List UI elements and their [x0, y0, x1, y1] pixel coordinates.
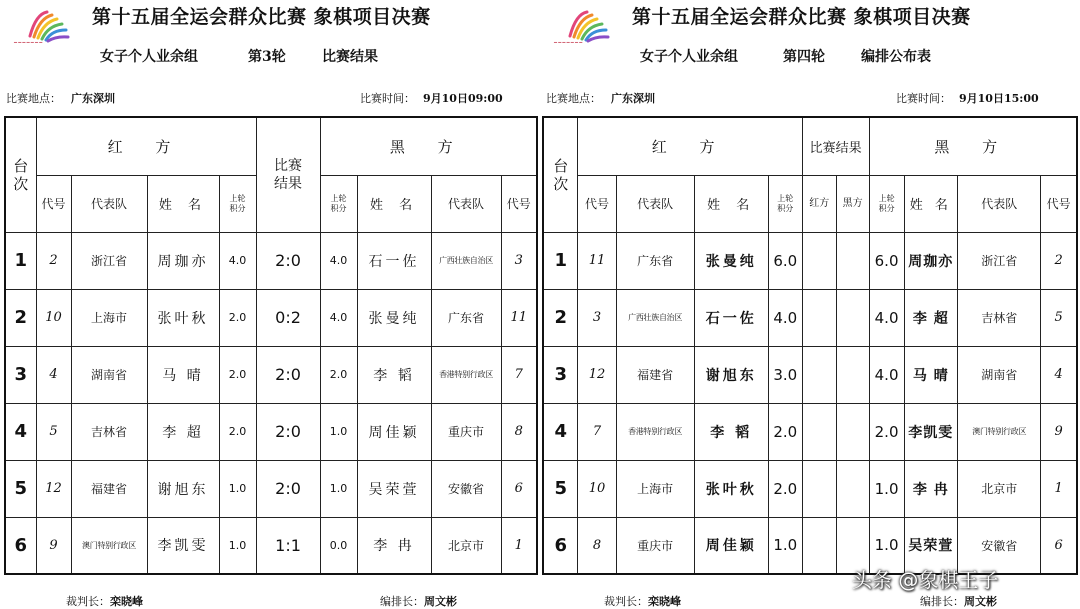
- venue-info: [546, 90, 655, 106]
- header-red-code: 代号: [578, 175, 616, 232]
- red-player: 李凯雯: [147, 517, 219, 574]
- table-row: [5, 289, 537, 346]
- red-code: 7: [578, 403, 616, 460]
- pairing-table: [542, 116, 1078, 575]
- red-team: 吉林省: [71, 403, 147, 460]
- arranger-label: 编排长：: [380, 595, 424, 608]
- black-prev-score: 2.0: [320, 346, 357, 403]
- referee-label: 裁判长：: [66, 595, 110, 608]
- result-red-cell: [802, 517, 836, 574]
- doc-type-label: 比赛结果: [322, 49, 378, 65]
- arranger-name: 周文彬: [964, 595, 997, 608]
- red-team: 香港特别行政区: [616, 403, 694, 460]
- header-red: 红 方: [36, 117, 256, 175]
- referee-info: [604, 593, 681, 609]
- result-black-cell: [836, 232, 869, 289]
- arranger-label: 编排长：: [920, 595, 964, 608]
- black-player: 李 冉: [904, 460, 957, 517]
- black-team: 香港特别行政区: [431, 346, 501, 403]
- venue-label: 比赛地点：: [6, 92, 61, 105]
- match-result: 2:0: [256, 460, 320, 517]
- header-red: 红 方: [578, 117, 802, 175]
- board-number: 5: [5, 460, 36, 517]
- black-code: 3: [501, 232, 537, 289]
- group-label: 女子个人业余组: [640, 49, 738, 65]
- time-info: [896, 90, 1039, 106]
- referee-name: 栾晓峰: [648, 595, 681, 608]
- header-red-name: 姓 名: [147, 175, 219, 232]
- board-number: 1: [543, 232, 578, 289]
- red-code: 4: [36, 346, 71, 403]
- red-team: 福建省: [616, 346, 694, 403]
- black-team: 浙江省: [958, 232, 1041, 289]
- table-row: [543, 289, 1077, 346]
- black-player: 李 超: [904, 289, 957, 346]
- board-number: 3: [543, 346, 578, 403]
- black-team: 重庆市: [431, 403, 501, 460]
- red-team: 重庆市: [616, 517, 694, 574]
- header-black-code: 代号: [501, 175, 537, 232]
- black-code: 4: [1041, 346, 1077, 403]
- header-board: 台次: [5, 117, 36, 232]
- red-code: 9: [36, 517, 71, 574]
- arranger-name: 周文彬: [424, 595, 457, 608]
- red-prev-score: 2.0: [219, 346, 256, 403]
- red-player: 张曼纯: [694, 232, 768, 289]
- table-row: [543, 460, 1077, 517]
- black-team: 北京市: [431, 517, 501, 574]
- red-player: 张叶秋: [694, 460, 768, 517]
- board-number: 2: [5, 289, 36, 346]
- match-result: 2:0: [256, 346, 320, 403]
- black-team: 安徽省: [431, 460, 501, 517]
- black-team: 吉林省: [958, 289, 1041, 346]
- red-team: 上海市: [71, 289, 147, 346]
- board-number: 6: [543, 517, 578, 574]
- red-code: 2: [36, 232, 71, 289]
- header-black-name: 姓 名: [357, 175, 431, 232]
- time-label: 比赛时间：: [896, 92, 951, 105]
- header-black-team: 代表队: [958, 175, 1041, 232]
- red-player: 谢旭东: [694, 346, 768, 403]
- black-player: 马 晴: [904, 346, 957, 403]
- header-black-code: 代号: [1041, 175, 1077, 232]
- referee-info: [66, 593, 143, 609]
- red-code: 10: [36, 289, 71, 346]
- black-code: 5: [1041, 289, 1077, 346]
- red-code: 11: [578, 232, 616, 289]
- black-prev-score: 1.0: [320, 403, 357, 460]
- header-black-prev: 上轮积分: [869, 175, 904, 232]
- venue-label: 比赛地点：: [546, 92, 601, 105]
- black-prev-score: 0.0: [320, 517, 357, 574]
- match-result: 2:0: [256, 403, 320, 460]
- venue-info: [6, 90, 115, 106]
- header-result: 比赛结果: [256, 117, 320, 232]
- red-player: 石一佐: [694, 289, 768, 346]
- red-prev-score: 1.0: [219, 517, 256, 574]
- red-prev-score: 2.0: [768, 460, 802, 517]
- black-player: 李 韬: [357, 346, 431, 403]
- black-team: 安徽省: [958, 517, 1041, 574]
- board-number: 2: [543, 289, 578, 346]
- result-black-cell: [836, 346, 869, 403]
- black-player: 吴荣萱: [904, 517, 957, 574]
- black-prev-score: 2.0: [869, 403, 904, 460]
- red-player: 马 晴: [147, 346, 219, 403]
- results-table: [4, 116, 538, 575]
- arranger-info: [920, 593, 997, 609]
- header-result-red: 红方: [802, 175, 836, 232]
- red-code: 12: [578, 346, 616, 403]
- header-red-team: 代表队: [616, 175, 694, 232]
- black-code: 1: [1041, 460, 1077, 517]
- time-info: [360, 90, 503, 106]
- match-result: 2:0: [256, 232, 320, 289]
- black-prev-score: 6.0: [869, 232, 904, 289]
- red-prev-score: 3.0: [768, 346, 802, 403]
- result-black-cell: [836, 403, 869, 460]
- watermark-text: 头条 @象棋王子: [852, 568, 999, 592]
- match-result: 0:2: [256, 289, 320, 346]
- red-team: 上海市: [616, 460, 694, 517]
- red-player: 李 韬: [694, 403, 768, 460]
- time-value: 9月10日15:00: [959, 92, 1039, 105]
- black-team: 广西壮族自治区: [431, 232, 501, 289]
- black-player: 周珈亦: [904, 232, 957, 289]
- group-label: 女子个人业余组: [100, 49, 198, 65]
- header-result-black: 黑方: [836, 175, 869, 232]
- header-black: 黑 方: [320, 117, 537, 175]
- black-prev-score: 4.0: [320, 232, 357, 289]
- red-prev-score: 6.0: [768, 232, 802, 289]
- board-number: 4: [543, 403, 578, 460]
- red-player: 谢旭东: [147, 460, 219, 517]
- match-result: 1:1: [256, 517, 320, 574]
- table-row: [543, 403, 1077, 460]
- black-prev-score: 1.0: [320, 460, 357, 517]
- result-black-cell: [836, 289, 869, 346]
- black-code: 1: [501, 517, 537, 574]
- board-number: 4: [5, 403, 36, 460]
- black-team: 澳门特别行政区: [958, 403, 1041, 460]
- result-red-cell: [802, 289, 836, 346]
- header-red-prev: 上轮积分: [768, 175, 802, 232]
- red-prev-score: 4.0: [768, 289, 802, 346]
- black-team: 北京市: [958, 460, 1041, 517]
- table-row: [5, 403, 537, 460]
- venue-value: 广东深圳: [611, 92, 655, 105]
- table-row: [5, 346, 537, 403]
- result-red-cell: [802, 232, 836, 289]
- result-red-cell: [802, 346, 836, 403]
- referee-label: 裁判长：: [604, 595, 648, 608]
- black-player: 李凯雯: [904, 403, 957, 460]
- header-red-code: 代号: [36, 175, 71, 232]
- result-red-cell: [802, 403, 836, 460]
- page-title: 第十五届全运会群众比赛 象棋项目决赛: [632, 6, 971, 28]
- black-team: 广东省: [431, 289, 501, 346]
- logo-caption: ━ ━ ━ ━ ━ ━ ━: [14, 40, 43, 46]
- header-black: 黑 方: [869, 117, 1077, 175]
- board-number: 6: [5, 517, 36, 574]
- red-team: 澳门特别行政区: [71, 517, 147, 574]
- red-prev-score: 2.0: [219, 403, 256, 460]
- black-player: 张曼纯: [357, 289, 431, 346]
- header-black-name: 姓 名: [904, 175, 957, 232]
- red-player: 张叶秋: [147, 289, 219, 346]
- table-row: [5, 232, 537, 289]
- red-team: 广西壮族自治区: [616, 289, 694, 346]
- red-code: 3: [578, 289, 616, 346]
- black-code: 11: [501, 289, 537, 346]
- logo-caption: ━ ━ ━ ━ ━ ━ ━: [554, 40, 583, 46]
- time-value: 9月10日09:00: [423, 92, 503, 105]
- table-row: [543, 346, 1077, 403]
- red-prev-score: 4.0: [219, 232, 256, 289]
- board-number: 3: [5, 346, 36, 403]
- black-player: 李 冉: [357, 517, 431, 574]
- black-prev-score: 4.0: [320, 289, 357, 346]
- red-code: 12: [36, 460, 71, 517]
- doc-type-label: 编排公布表: [861, 49, 931, 65]
- venue-value: 广东深圳: [71, 92, 115, 105]
- header-red-team: 代表队: [71, 175, 147, 232]
- red-prev-score: 1.0: [768, 517, 802, 574]
- header-black-team: 代表队: [431, 175, 501, 232]
- red-prev-score: 1.0: [219, 460, 256, 517]
- red-code: 5: [36, 403, 71, 460]
- red-player: 周佳颖: [694, 517, 768, 574]
- black-code: 8: [501, 403, 537, 460]
- result-black-cell: [836, 460, 869, 517]
- black-team: 湖南省: [958, 346, 1041, 403]
- red-team: 广东省: [616, 232, 694, 289]
- header-result: 比赛结果: [802, 117, 869, 175]
- black-code: 6: [1041, 517, 1077, 574]
- black-code: 7: [501, 346, 537, 403]
- table-row: [5, 460, 537, 517]
- table-row: [543, 232, 1077, 289]
- round-label: 第四轮: [783, 49, 825, 65]
- header-red-name: 姓 名: [694, 175, 768, 232]
- red-team: 湖南省: [71, 346, 147, 403]
- black-prev-score: 1.0: [869, 460, 904, 517]
- black-player: 周佳颖: [357, 403, 431, 460]
- black-code: 2: [1041, 232, 1077, 289]
- arranger-info: [380, 593, 457, 609]
- red-player: 李 超: [147, 403, 219, 460]
- referee-name: 栾晓峰: [110, 595, 143, 608]
- round-label: 第3轮: [248, 49, 286, 65]
- black-code: 9: [1041, 403, 1077, 460]
- red-code: 8: [578, 517, 616, 574]
- red-prev-score: 2.0: [219, 289, 256, 346]
- red-code: 10: [578, 460, 616, 517]
- red-player: 周珈亦: [147, 232, 219, 289]
- time-label: 比赛时间：: [360, 92, 415, 105]
- black-code: 6: [501, 460, 537, 517]
- black-player: 吴荣萱: [357, 460, 431, 517]
- black-prev-score: 1.0: [869, 517, 904, 574]
- black-player: 石一佐: [357, 232, 431, 289]
- black-prev-score: 4.0: [869, 289, 904, 346]
- red-prev-score: 2.0: [768, 403, 802, 460]
- black-prev-score: 4.0: [869, 346, 904, 403]
- right-pairing-sheet: [540, 0, 1080, 609]
- red-team: 浙江省: [71, 232, 147, 289]
- page-title: 第十五届全运会群众比赛 象棋项目决赛: [92, 6, 431, 28]
- table-row: [5, 517, 537, 574]
- header-black-prev: 上轮积分: [320, 175, 357, 232]
- result-red-cell: [802, 460, 836, 517]
- board-number: 5: [543, 460, 578, 517]
- header-board: 台次: [543, 117, 578, 232]
- red-team: 福建省: [71, 460, 147, 517]
- header-red-prev: 上轮积分: [219, 175, 256, 232]
- board-number: 1: [5, 232, 36, 289]
